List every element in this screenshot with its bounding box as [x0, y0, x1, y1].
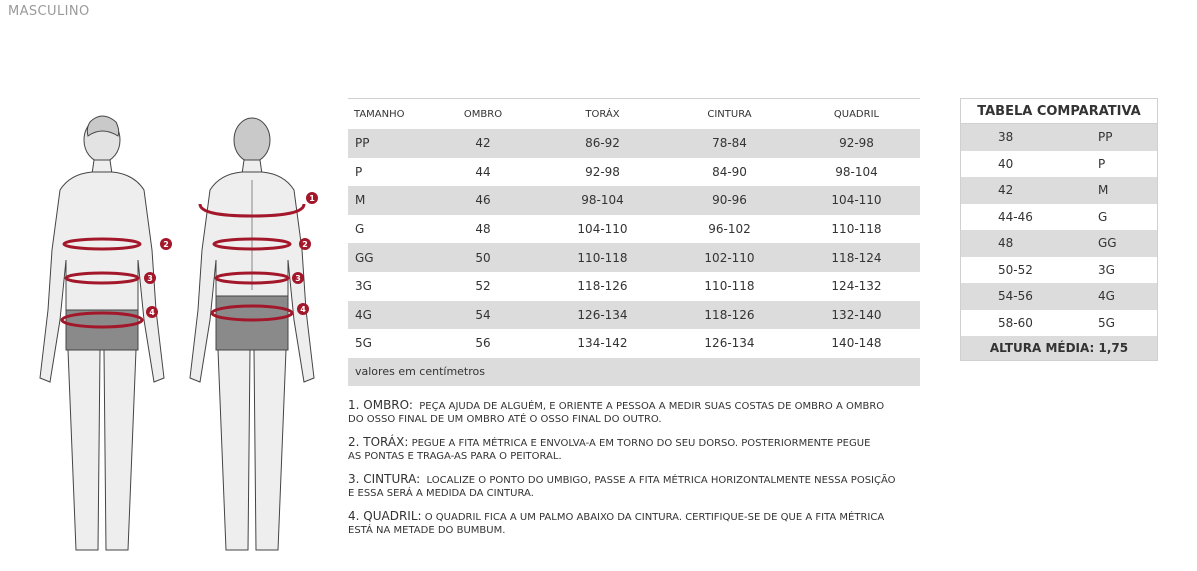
marker-3-back: 3 — [295, 274, 301, 283]
header-torax: TORÁX — [539, 99, 666, 130]
header-ombro: OMBRO — [427, 99, 539, 130]
instruction-line: PEGUE A FITA MÉTRICA E ENVOLVA-A EM TORNO DO SEU DORSO. POSTERIORMENTE PEGUE — [411, 438, 871, 449]
cell-ombro: 52 — [475, 279, 491, 294]
instruction-line: DO OSSO FINAL DE UM OMBRO ATÉ O OSSO FINAL DO OUTRO. — [348, 414, 662, 425]
comp-number: 50-52 — [998, 262, 1033, 277]
comparative-title: TABELA COMPARATIVA — [960, 98, 1158, 123]
instruction-cintura — [348, 473, 928, 500]
comp-size: 3G — [1098, 262, 1115, 277]
instruction-line: ESTÁ NA METADE DO BUMBUM. — [348, 525, 506, 536]
size-table-header — [348, 99, 920, 130]
comparative-row — [961, 151, 1158, 178]
comp-size: M — [1098, 183, 1109, 198]
comp-size: GG — [1098, 236, 1117, 251]
cell-ombro: 42 — [475, 136, 491, 151]
header-quadril: QUADRIL — [793, 99, 920, 130]
comp-number: 44-46 — [998, 209, 1033, 224]
table-row — [348, 186, 920, 215]
cell-quadril: 98-104 — [835, 164, 878, 179]
comp-number: 40 — [998, 156, 1014, 171]
comp-number: 42 — [998, 183, 1014, 198]
size-table — [348, 98, 920, 386]
cell-size: 4G — [355, 307, 372, 322]
instruction-line: AS PONTAS E TRAGA-AS PARA O PEITORAL. — [348, 451, 562, 462]
cell-cintura: 84-90 — [712, 164, 747, 179]
instruction-line: O QUADRIL FICA A UM PALMO ABAIXO DA CINTURA. CERTIFIQUE-SE DE QUE A FITA MÉTRICA — [424, 512, 885, 523]
measurement-instructions — [348, 399, 928, 547]
marker-4-back: 4 — [300, 305, 306, 314]
marker-4-front: 4 — [149, 308, 155, 317]
table-row — [348, 243, 920, 272]
cell-ombro: 56 — [475, 336, 491, 351]
instruction-heading: 2. TORÁX: — [348, 435, 409, 449]
instruction-heading: 4. QUADRIL: — [348, 509, 422, 523]
cell-torax: 110-118 — [577, 250, 628, 265]
cell-size: G — [355, 222, 365, 237]
comparative-row — [961, 283, 1158, 310]
marker-2-front: 2 — [163, 240, 169, 249]
cell-ombro: 54 — [475, 307, 491, 322]
cell-cintura: 90-96 — [712, 193, 747, 208]
cell-torax: 92-98 — [585, 164, 620, 179]
comp-number: 48 — [998, 236, 1014, 251]
instruction-line: LOCALIZE O PONTO DO UMBIGO, PASSE A FITA MÉTRICA HORIZONTALMENTE NESSA POSIÇÃO — [426, 475, 896, 486]
cell-torax: 134-142 — [577, 336, 628, 351]
cell-size: GG — [355, 250, 374, 265]
cell-size: M — [355, 193, 366, 208]
comp-size: 5G — [1098, 315, 1115, 330]
cell-torax: 104-110 — [577, 222, 628, 237]
cell-quadril: 132-140 — [831, 307, 882, 322]
instruction-ombro — [348, 399, 928, 426]
table-row — [348, 158, 920, 187]
marker-2-back: 2 — [302, 240, 308, 249]
marker-3-front: 3 — [147, 274, 153, 283]
cell-cintura: 78-84 — [712, 136, 747, 151]
comp-number: 54-56 — [998, 289, 1033, 304]
comparative-table — [960, 98, 1158, 361]
comp-size: 4G — [1098, 289, 1115, 304]
cell-cintura: 96-102 — [708, 222, 751, 237]
comparative-row — [961, 257, 1158, 284]
comparative-row — [961, 310, 1158, 337]
instruction-line: E ESSA SERÁ A MEDIDA DA CINTURA. — [348, 488, 534, 499]
cell-ombro: 50 — [475, 250, 491, 265]
table-footnote: valores em centímetros — [348, 358, 920, 386]
comp-size: P — [1098, 156, 1106, 171]
cell-cintura: 126-134 — [704, 336, 755, 351]
cell-torax: 98-104 — [581, 193, 624, 208]
back-figure — [190, 118, 314, 550]
cell-cintura: 110-118 — [704, 279, 755, 294]
header-cintura: CINTURA — [666, 99, 793, 130]
page-title: MASCULINO — [8, 4, 90, 19]
comparative-row — [961, 124, 1158, 151]
body-measurement-figures — [30, 110, 330, 560]
cell-size: 3G — [355, 279, 372, 294]
cell-size: PP — [355, 136, 370, 151]
instruction-quadril — [348, 510, 928, 537]
cell-quadril: 104-110 — [831, 193, 882, 208]
instruction-line: PEÇA AJUDA DE ALGUÉM, E ORIENTE A PESSOA A MEDIR SUAS COSTAS DE OMBRO A OMBRO — [419, 401, 885, 412]
cell-quadril: 110-118 — [831, 222, 882, 237]
table-row — [348, 129, 920, 158]
instruction-heading: 1. OMBRO: — [348, 398, 413, 412]
average-height: ALTURA MÉDIA: 1,75 — [961, 336, 1158, 361]
comparative-row — [961, 177, 1158, 204]
cell-cintura: 118-126 — [704, 307, 755, 322]
instruction-heading: 3. CINTURA: — [348, 472, 421, 486]
cell-ombro: 46 — [475, 193, 491, 208]
header-tamanho: TAMANHO — [348, 99, 427, 130]
comp-number: 58-60 — [998, 315, 1033, 330]
table-row — [348, 301, 920, 330]
cell-ombro: 44 — [475, 164, 491, 179]
comp-size: G — [1098, 209, 1108, 224]
cell-cintura: 102-110 — [704, 250, 755, 265]
comp-size: PP — [1098, 130, 1113, 145]
marker-1-back: 1 — [309, 194, 315, 203]
cell-quadril: 118-124 — [831, 250, 882, 265]
comparative-row — [961, 230, 1158, 257]
instruction-torax — [348, 436, 928, 463]
cell-quadril: 140-148 — [831, 336, 882, 351]
cell-ombro: 48 — [475, 222, 491, 237]
table-row — [348, 272, 920, 301]
cell-quadril: 124-132 — [831, 279, 882, 294]
cell-quadril: 92-98 — [839, 136, 874, 151]
front-figure — [40, 116, 164, 550]
cell-size: 5G — [355, 336, 372, 351]
table-row — [348, 215, 920, 244]
cell-torax: 126-134 — [577, 307, 628, 322]
comparative-row — [961, 204, 1158, 231]
comp-number: 38 — [998, 130, 1014, 145]
cell-size: P — [355, 164, 363, 179]
cell-torax: 118-126 — [577, 279, 628, 294]
cell-torax: 86-92 — [585, 136, 620, 151]
table-row — [348, 329, 920, 358]
